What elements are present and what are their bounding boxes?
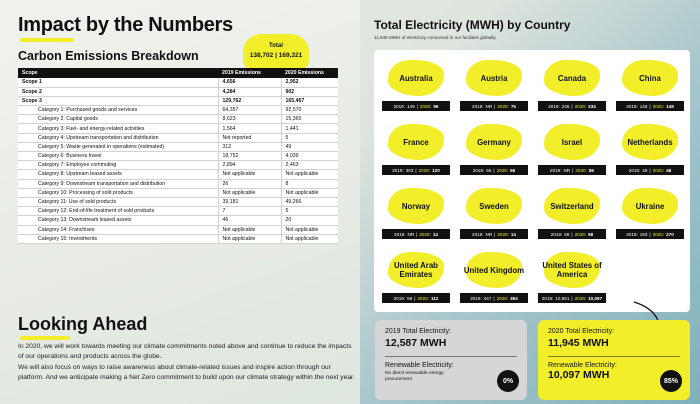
country-name: Austria bbox=[480, 73, 508, 83]
total-values bbox=[243, 52, 309, 59]
country-grid bbox=[374, 50, 690, 312]
table-row bbox=[18, 170, 338, 179]
value-2020: 66 bbox=[510, 167, 516, 173]
country-values-bar bbox=[382, 165, 450, 175]
total-label: Total bbox=[269, 43, 283, 49]
label-2019: 2019: bbox=[550, 231, 563, 237]
emissions-2020-cell: 5 bbox=[281, 133, 338, 142]
country-name: United Arab Emirates bbox=[394, 261, 438, 279]
value-2019: 303 bbox=[405, 167, 414, 173]
table-row bbox=[18, 78, 338, 87]
scope-cell: Category 9: Downstream transportation and distribution bbox=[18, 179, 218, 188]
scope-cell: Category 3: Fuel- and energy-related activities bbox=[18, 124, 218, 133]
value-2019: 58 bbox=[407, 295, 413, 301]
looking-ahead-underline bbox=[20, 336, 70, 340]
scope-cell: Category 8: Upstream leased assets bbox=[18, 170, 218, 179]
bar-divider: | bbox=[494, 103, 496, 109]
country-tile bbox=[614, 182, 686, 244]
country-values-bar bbox=[616, 229, 684, 239]
value-2019: 149 bbox=[407, 103, 415, 109]
emissions-2020-cell: 20 bbox=[281, 216, 338, 225]
table-row bbox=[18, 225, 338, 234]
country-name: China bbox=[639, 73, 661, 83]
emissions-2020-cell: 5 bbox=[281, 207, 338, 216]
scope-cell: Scope 1 bbox=[18, 78, 218, 87]
emissions-2019-cell: Not reported bbox=[218, 133, 281, 142]
value-2019: NR bbox=[485, 231, 493, 237]
country-name: Canada bbox=[557, 73, 587, 83]
emissions-2020-cell: 4,039 bbox=[281, 152, 338, 161]
bar-divider: | bbox=[571, 295, 573, 301]
emissions-2020-cell: Not applicable bbox=[281, 234, 338, 243]
label-2019: 2019: bbox=[392, 167, 404, 173]
box-2019-total-value: 12,587 MWH bbox=[385, 337, 447, 349]
country-name: Germany bbox=[477, 137, 511, 147]
bar-divider: | bbox=[493, 295, 495, 301]
bar-divider: | bbox=[414, 295, 416, 301]
total-2019: 138,702 bbox=[249, 52, 274, 59]
emissions-2020-cell: 92,570 bbox=[281, 106, 338, 115]
value-2020: 270 bbox=[666, 231, 674, 237]
label-2019: 2019: bbox=[628, 167, 641, 173]
emissions-2019-cell: 312 bbox=[218, 142, 281, 151]
emissions-2019-cell: 26 bbox=[218, 179, 281, 188]
looking-ahead-paragraph-1: In 2020, we will work towards meeting our climate commitments noted above and continue to reduce the impacts of our operations and products across the globe. bbox=[18, 343, 352, 361]
emissions-2019-cell: Not applicable bbox=[218, 234, 281, 243]
scope-cell: Category 5: Waste generated in operations (estimated) bbox=[18, 142, 218, 151]
country-values-bar bbox=[538, 165, 606, 175]
emissions-table bbox=[18, 68, 338, 244]
box-2020-renewable-label: Renewable Electricity: bbox=[548, 362, 617, 369]
bar-divider: | bbox=[649, 231, 651, 237]
country-values-bar bbox=[460, 101, 528, 111]
emissions-2020-cell: Not applicable bbox=[281, 170, 338, 179]
country-tile bbox=[614, 118, 686, 180]
country-tile bbox=[458, 54, 530, 116]
value-2020: 68 bbox=[588, 231, 594, 237]
value-2020: 48 bbox=[666, 167, 672, 173]
total-emissions-bubble bbox=[243, 34, 309, 70]
box-2020-total-label: 2020 Total Electricity: bbox=[548, 328, 615, 335]
country-tile bbox=[536, 54, 608, 116]
value-2020: 96 bbox=[433, 103, 439, 109]
emissions-2019-cell: Not applicable bbox=[218, 188, 281, 197]
emissions-2019-cell: Not applicable bbox=[218, 225, 281, 234]
label-2020: 2020: bbox=[652, 231, 665, 237]
box-2019-renewable-note: No direct renewable energy procurement bbox=[385, 371, 444, 382]
label-2019: 2019: bbox=[626, 231, 638, 237]
emissions-2020-cell: 2,463 bbox=[281, 161, 338, 170]
bar-divider: | bbox=[571, 231, 573, 237]
total-2020: 169,321 bbox=[278, 52, 303, 59]
bar-divider: | bbox=[572, 167, 574, 173]
value-2020: 86 bbox=[588, 167, 594, 173]
scope-cell: Category 12: End-of-life treatment of sold products bbox=[18, 207, 218, 216]
box-2020-electricity bbox=[538, 320, 690, 400]
country-name: Switzerland bbox=[550, 201, 594, 211]
table-row bbox=[18, 234, 338, 243]
emissions-2019-cell: 129,762 bbox=[218, 96, 281, 105]
country-values-bar bbox=[382, 101, 450, 111]
box-2019-divider bbox=[385, 356, 517, 357]
label-2020: 2020: bbox=[419, 231, 431, 237]
country-name: Israel bbox=[561, 137, 583, 147]
header-2020: 2020 Emissions bbox=[281, 68, 338, 78]
table-row bbox=[18, 96, 338, 105]
scope-cell: Category 7: Employee commuting bbox=[18, 161, 218, 170]
scope-cell: Category 11: Use of sold products bbox=[18, 197, 218, 206]
value-2019: 66 bbox=[486, 167, 492, 173]
value-2019: 447 bbox=[483, 295, 492, 301]
value-2020: 112 bbox=[430, 295, 439, 301]
label-2019: 2019: bbox=[472, 231, 484, 237]
table-row bbox=[18, 152, 338, 161]
label-2020: 2020: bbox=[497, 231, 509, 237]
emissions-2020-cell: Not applicable bbox=[281, 188, 338, 197]
label-2020: 2020: bbox=[574, 231, 587, 237]
country-name: United States of America bbox=[542, 261, 602, 279]
emissions-2019-cell: 4,656 bbox=[218, 78, 281, 87]
country-name: Australia bbox=[399, 73, 433, 83]
emissions-2020-cell: 8 bbox=[281, 179, 338, 188]
country-tile bbox=[380, 182, 452, 244]
emissions-2020-cell: Not applicable bbox=[281, 225, 338, 234]
country-tile bbox=[458, 118, 530, 180]
value-2020: 75 bbox=[510, 103, 516, 109]
label-2019: 2019: bbox=[393, 295, 406, 301]
label-2020: 2020: bbox=[575, 167, 587, 173]
emissions-2019-cell: Not applicable bbox=[218, 170, 281, 179]
label-2020: 2020: bbox=[496, 167, 509, 173]
page-title: Impact by the Numbers bbox=[18, 14, 233, 36]
emissions-2019-cell: 2,894 bbox=[218, 161, 281, 170]
total-separator: | bbox=[275, 52, 277, 59]
emissions-2020-cell: 15,365 bbox=[281, 115, 338, 124]
emissions-2020-cell: 902 bbox=[281, 87, 338, 96]
emissions-2019-cell: 33,181 bbox=[218, 197, 281, 206]
value-2019: 146 bbox=[639, 103, 648, 109]
table-row bbox=[18, 133, 338, 142]
value-2019: 68 bbox=[564, 231, 570, 237]
value-2019: NR bbox=[485, 103, 493, 109]
country-name: Norway bbox=[401, 201, 431, 211]
box-2020-renewable-pct: 85% bbox=[660, 370, 682, 392]
value-2020: 148 bbox=[666, 103, 674, 109]
bar-divider: | bbox=[649, 103, 651, 109]
label-2020: 2020: bbox=[496, 295, 509, 301]
country-name: Sweden bbox=[479, 201, 509, 211]
value-2020: 494 bbox=[510, 295, 518, 301]
table-row bbox=[18, 161, 338, 170]
box-2020-renewable-value: 10,097 MWH bbox=[548, 369, 610, 381]
table-row bbox=[18, 207, 338, 216]
electricity-title: Total Electricity (MWH) by Country bbox=[374, 18, 571, 32]
bar-divider: | bbox=[649, 167, 651, 173]
label-2019: 2019: bbox=[394, 231, 406, 237]
label-2020: 2020: bbox=[652, 167, 665, 173]
emissions-2020-cell: 1,441 bbox=[281, 124, 338, 133]
value-2020: 120 bbox=[432, 167, 440, 173]
emissions-2020-cell: 2,952 bbox=[281, 78, 338, 87]
label-2019: 2019: bbox=[472, 103, 484, 109]
box-2019-total-label: 2019 Total Electricity: bbox=[385, 328, 452, 335]
scope-cell: Category 13: Downstream leased assets bbox=[18, 216, 218, 225]
country-values-bar bbox=[382, 229, 450, 239]
label-2019: 2019: bbox=[626, 103, 638, 109]
country-name: Ukraine bbox=[635, 201, 665, 211]
scope-cell: Category 14: Franchises bbox=[18, 225, 218, 234]
table-row bbox=[18, 216, 338, 225]
looking-ahead-text bbox=[18, 342, 358, 383]
scope-cell: Category 10: Processing of sold products bbox=[18, 188, 218, 197]
country-values-bar bbox=[616, 101, 684, 111]
label-2019: 2019: bbox=[470, 295, 482, 301]
value-2020: 14 bbox=[432, 231, 438, 237]
scope-cell: Category 2: Capital goods bbox=[18, 115, 218, 124]
value-2020: 234 bbox=[588, 103, 596, 109]
looking-ahead-paragraph-2: We will also focus on ways to raise awareness about climate-related issues and inspire action through our platform. And we anticipate making a Net Zero commitment to build upon our climate strategy within the next year. bbox=[18, 363, 355, 381]
scope-cell: Category 15: Investments bbox=[18, 234, 218, 243]
country-tile bbox=[380, 246, 452, 308]
label-2020: 2020: bbox=[574, 295, 587, 301]
scope-cell: Scope 2 bbox=[18, 87, 218, 96]
bar-divider: | bbox=[494, 231, 496, 237]
electricity-subtitle: 11,945 MWH of electricity consumed in our facilities globally. bbox=[374, 35, 497, 40]
country-values-bar bbox=[538, 229, 606, 239]
value-2020: 10,097 bbox=[588, 295, 603, 301]
value-2019: 10,861 bbox=[555, 295, 570, 301]
label-2020: 2020: bbox=[497, 103, 509, 109]
label-2020: 2020: bbox=[417, 295, 429, 301]
box-2020-divider bbox=[548, 356, 680, 357]
emissions-2019-cell: 1,564 bbox=[218, 124, 281, 133]
table-row bbox=[18, 188, 338, 197]
bar-divider: | bbox=[416, 103, 418, 109]
country-values-bar bbox=[460, 165, 528, 175]
label-2019: 2019: bbox=[548, 103, 560, 109]
country-tile bbox=[380, 118, 452, 180]
country-tile bbox=[536, 246, 608, 308]
emissions-2019-cell: 7 bbox=[218, 207, 281, 216]
country-values-bar bbox=[382, 293, 450, 303]
country-tile bbox=[614, 54, 686, 116]
box-2019-renewable-pct: 0% bbox=[497, 370, 519, 392]
emissions-table-body bbox=[18, 78, 338, 243]
label-2019: 2019: bbox=[393, 103, 405, 109]
country-name: France bbox=[403, 137, 429, 147]
box-2019-renewable-label: Renewable Electricity: bbox=[385, 362, 454, 369]
title-underline bbox=[20, 38, 74, 42]
label-2020: 2020: bbox=[574, 103, 587, 109]
looking-ahead-title: Looking Ahead bbox=[18, 314, 148, 334]
emissions-2020-cell: 165,467 bbox=[281, 96, 338, 105]
label-2019: 2019: bbox=[541, 295, 554, 301]
label-2020: 2020: bbox=[419, 103, 432, 109]
emissions-2020-cell: 49 bbox=[281, 142, 338, 151]
emissions-2019-cell: 46 bbox=[218, 216, 281, 225]
emissions-2020-cell: 49,266 bbox=[281, 197, 338, 206]
box-2019-electricity bbox=[375, 320, 527, 400]
scope-cell: Category 4: Upstream transportation and distribution bbox=[18, 133, 218, 142]
bar-divider: | bbox=[493, 167, 495, 173]
country-tile bbox=[458, 182, 530, 244]
box-2020-total-value: 11,945 MWH bbox=[548, 337, 609, 349]
bar-divider: | bbox=[415, 167, 417, 173]
emissions-2019-cell: 8,623 bbox=[218, 115, 281, 124]
label-2019: 2019: bbox=[472, 167, 485, 173]
country-values-bar bbox=[616, 165, 684, 175]
bar-divider: | bbox=[416, 231, 418, 237]
label-2020: 2020: bbox=[418, 167, 431, 173]
value-2019: 48 bbox=[642, 167, 648, 173]
emissions-2019-cell: 18,752 bbox=[218, 152, 281, 161]
emissions-subtitle: Carbon Emissions Breakdown bbox=[18, 49, 199, 63]
label-2020: 2020: bbox=[652, 103, 665, 109]
header-2019: 2019 Emissions bbox=[218, 68, 281, 78]
country-values-bar bbox=[460, 229, 528, 239]
country-values-bar bbox=[538, 293, 606, 303]
label-2019: 2019: bbox=[550, 167, 562, 173]
table-row bbox=[18, 197, 338, 206]
country-tile bbox=[458, 246, 530, 308]
table-header-row bbox=[18, 68, 338, 78]
country-values-bar bbox=[538, 101, 606, 111]
table-row bbox=[18, 179, 338, 188]
bar-divider: | bbox=[571, 103, 573, 109]
header-scope: Scope bbox=[18, 68, 218, 78]
country-tile bbox=[380, 54, 452, 116]
country-tile bbox=[536, 118, 608, 180]
value-2019: 193 bbox=[639, 231, 648, 237]
country-tile bbox=[536, 182, 608, 244]
table-row bbox=[18, 115, 338, 124]
country-values-bar bbox=[460, 293, 528, 303]
table-row bbox=[18, 106, 338, 115]
scope-cell: Category 6: Business travel bbox=[18, 152, 218, 161]
scope-cell: Scope 3 bbox=[18, 96, 218, 105]
value-2019: NR bbox=[407, 231, 415, 237]
value-2019: 245 bbox=[561, 103, 570, 109]
table-row bbox=[18, 142, 338, 151]
scope-cell: Category 1: Purchased goods and services bbox=[18, 106, 218, 115]
country-name: Netherlands bbox=[627, 137, 673, 147]
country-name: United Kingdom bbox=[463, 265, 525, 275]
table-row bbox=[18, 87, 338, 96]
emissions-2019-cell: 4,284 bbox=[218, 87, 281, 96]
emissions-2019-cell: 64,357 bbox=[218, 106, 281, 115]
table-row bbox=[18, 124, 338, 133]
value-2020: 14 bbox=[510, 231, 516, 237]
value-2019: NR bbox=[563, 167, 571, 173]
